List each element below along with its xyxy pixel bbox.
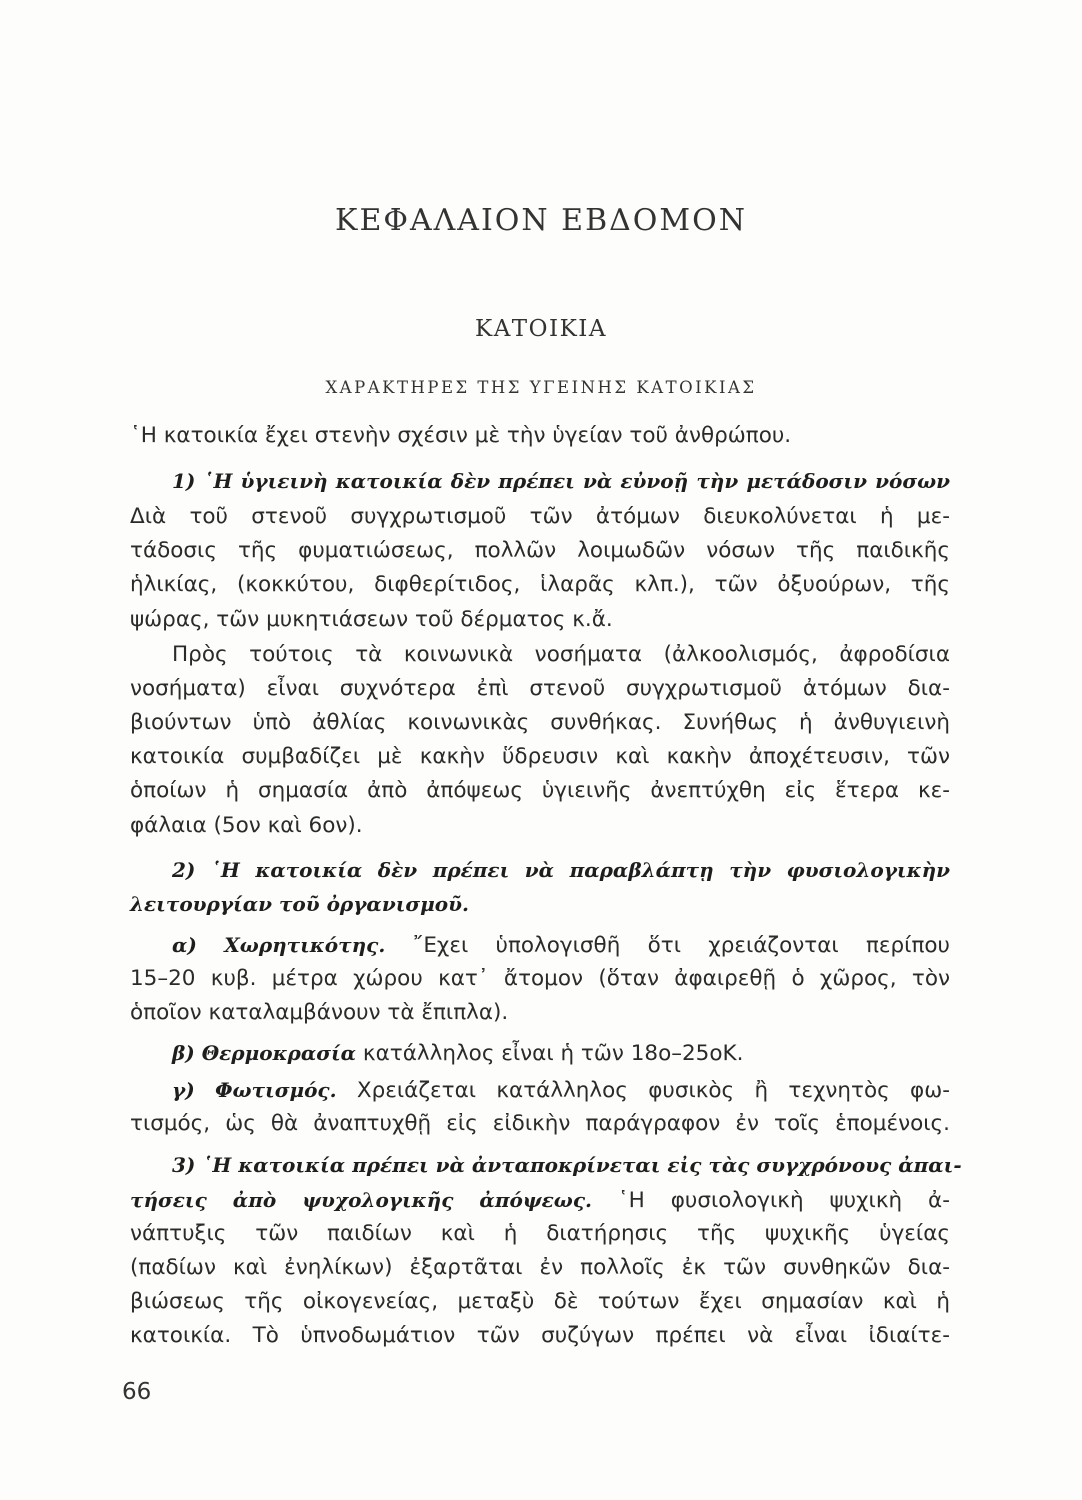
- point-2-heading-line-2: [130, 889, 469, 920]
- intro-line: ῾Η κατοικία ἔχει στενὴν σχέσιν μὲ τὴν ὑγείαν τοῦ ἀνθρώπου.: [130, 423, 792, 448]
- point-1-heading: [172, 466, 950, 497]
- section-title: ΚΑΤΟΙΚΙΑ: [475, 316, 607, 342]
- point-1-line-4: ψώρας, τῶν μυκητιάσεων τοῦ δέρματος κ.ἄ.: [130, 607, 613, 632]
- item-a-line-1: [172, 930, 950, 961]
- point-2-heading-text-2: λειτουργίαν τοῦ ὀργανισμοῦ.: [130, 892, 469, 916]
- item-c-text: Χρειάζεται κατάλληλος φυσικὸς ἢ τεχνητὸς φω-: [356, 1078, 950, 1103]
- page-number: 66: [122, 1379, 152, 1405]
- paragraph-2-line-1: Πρὸς τούτοις τὰ κοινωνικὰ νοσήματα (ἀλκοολισμός, ἀφροδίσια: [172, 642, 950, 667]
- point-2-heading-line-1: [172, 855, 950, 886]
- paragraph-2-line-6: φάλαια (5ον καὶ 6ον).: [130, 813, 363, 838]
- point-3-heading-line-1: [172, 1150, 962, 1181]
- point-1-line-1: Διὰ τοῦ στενοῦ συγχρωτισμοῦ τῶν ἀτόμων διευκολύνεται ἡ με-: [130, 504, 950, 529]
- point-1-line-2: τάδοσις τῆς φυματιώσεως, πολλῶν λοιμωδῶν νόσων τῆς παιδικῆς: [130, 538, 950, 563]
- point-3-line-2: (παδίων καὶ ἐνηλίκων) ἐξαρτᾶται ἐν πολλοῖς ἐκ τῶν συνθηκῶν δια-: [130, 1255, 950, 1280]
- paragraph-2-line-4: κατοικία συμβαδίζει μὲ κακὴν ὕδρευσιν καὶ κακὴν ἀποχέτευσιν, τῶν: [130, 744, 950, 769]
- point-3-heading-line-2: [130, 1185, 950, 1216]
- item-c-label: γ) Φωτισμός.: [172, 1078, 337, 1102]
- point-2-heading-text: 2) ῾Η κατοικία δὲν πρέπει νὰ παραβλάπτῃ τὴν φυσιολογικὴν: [172, 858, 950, 882]
- item-a-line-2: 15–20 κυβ. μέτρα χώρου κατ᾽ ἄτομον (ὅταν ἀφαιρεθῇ ὁ χῶρος, τὸν: [130, 966, 950, 991]
- point-1-heading-text: 1) ῾Η ὑγιεινὴ κατοικία δὲν πρέπει νὰ εὐνοῇ τὴν μετάδοσιν νόσων: [172, 469, 950, 493]
- paragraph-2-line-2: νοσήματα) εἶναι συχνότερα ἐπὶ στενοῦ συγχρωτισμοῦ ἀτόμων δια-: [130, 676, 950, 701]
- point-3-line-4: κατοικία. Τὸ ὑπνοδωμάτιον τῶν συζύγων πρέπει νὰ εἶναι ἰδιαίτε-: [130, 1323, 950, 1348]
- chapter-title: ΚΕΦΑΛΑΙΟΝ ΕΒΔΟΜΟΝ: [335, 203, 747, 238]
- point-3-line-1: νάπτυξις τῶν παιδίων καὶ ἡ διατήρησις τῆς ψυχικῆς ὑγείας: [130, 1221, 950, 1246]
- point-3-heading-text: 3) ῾Η κατοικία πρέπει νὰ ἀνταποκρίνεται εἰς τὰς συγχρόνους ἀπαι-: [172, 1153, 962, 1177]
- point-3-text: ῾Η φυσιολογικὴ ψυχικὴ ἀ-: [617, 1188, 950, 1213]
- item-b-text: κατάλληλος εἶναι ἡ τῶν 18ο–25οΚ.: [362, 1041, 744, 1066]
- item-c-line-2: τισμός, ὡς θὰ ἀναπτυχθῇ εἰς εἰδικὴν παράγραφον ἐν τοῖς ἑπομένοις.: [130, 1111, 950, 1136]
- point-3-line-3: βιώσεως τῆς οἰκογενείας, μεταξὺ δὲ τούτων ἔχει σημασίαν καὶ ἡ: [130, 1289, 950, 1314]
- paragraph-2-line-3: βιούντων ὑπὸ ἀθλίας κοινωνικὰς συνθήκας. Συνήθως ἡ ἀνθυγιεινὴ: [130, 710, 950, 735]
- item-c-line-1: [172, 1075, 950, 1106]
- point-3-heading-text-2: τήσεις ἀπὸ ψυχολογικῆς ἀπόψεως.: [130, 1188, 592, 1212]
- point-1-line-3: ἡλικίας, (κοκκύτου, διφθερίτιδος, ἱλαρᾶς κλπ.), τῶν ὀξυούρων, τῆς: [130, 572, 950, 597]
- item-a-text: ῎Εχει ὑπολογισθῆ ὅτι χρειάζονται περίπου: [412, 933, 950, 958]
- item-a-line-3: ὁποῖον καταλαμβάνουν τὰ ἔπιπλα).: [130, 1000, 509, 1025]
- subsection-title: ΧΑΡΑΚΤΗΡΕΣ ΤΗΣ ΥΓΕΙΝΗΣ ΚΑΤΟΙΚΙΑΣ: [325, 378, 757, 397]
- item-a-label: α) Χωρητικότης.: [172, 933, 386, 957]
- item-b-label: β) Θερμοκρασία: [172, 1041, 357, 1065]
- item-b-line: [172, 1038, 950, 1069]
- paragraph-2-line-5: ὁποίων ἡ σημασία ἀπὸ ἀπόψεως ὑγιεινῆς ἀνεπτύχθη εἰς ἕτερα κε-: [130, 778, 950, 803]
